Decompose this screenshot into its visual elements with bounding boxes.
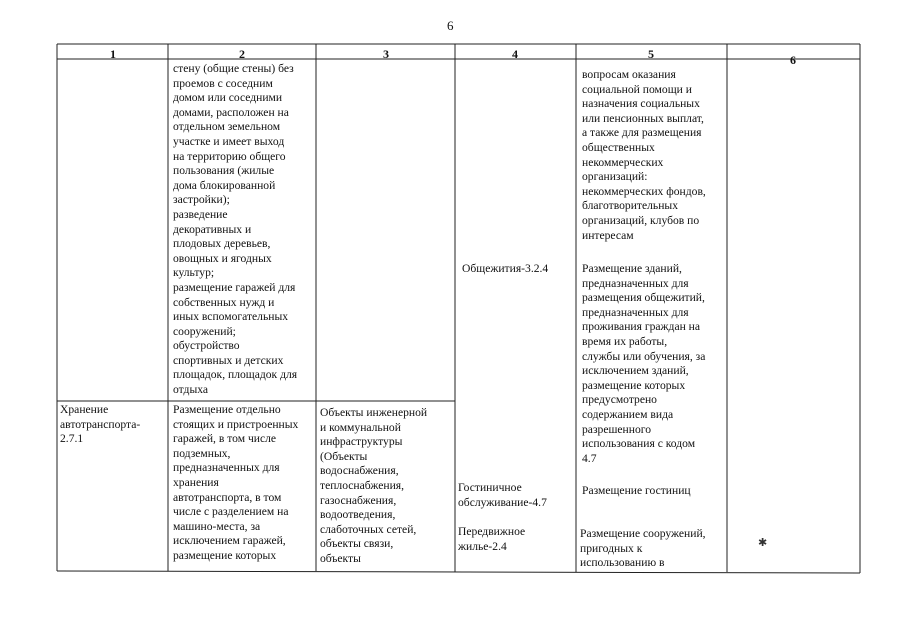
column-header-1: 1 [110, 47, 116, 61]
page-number: 6 [447, 18, 454, 33]
cell-col5-hotels: Размещение гостиниц [582, 484, 691, 497]
column-header-3: 3 [383, 47, 389, 61]
cell-col4-dormitories: Общежития-3.2.4 [462, 262, 549, 275]
cell-col2-bottom: Размещение отдельно стоящих и пристроенных гаражей, в том числе подземных, предназначенных для хранения автотранспорта, в том числе с разделением на машино-места, за исключением гаражей, размещение которых [173, 403, 299, 562]
cell-col5-social: вопросам оказания социальной помощи и назначения социальных или пенсионных выплат, а также для размещения общественных некоммерческих организаций: некоммерческих фондов, благотворительных организаций, клубов по интересам [582, 68, 706, 242]
cell-col1-bottom: Хранение автотранспорта- 2.7.1 [60, 403, 141, 446]
ink-mark: ✱ [758, 537, 768, 549]
cell-col4-hotel: Гостиничное обслуживание-4.7 [458, 481, 547, 509]
column-header-6: 6 [790, 53, 796, 67]
cell-col2-top: стену (общие стены) без проемов с соседним домом или соседними домами, расположен на отдельном земельном участке и имеет выход на территорию общего пользования (жилые дома блокированной застройки); разведение декоративных и плодовых деревьев, овощных и ягодных культур; размещение гаражей для собственных нужд и иных вспомогательных сооружений; обустройство спортивных и детских площадок, площадок для отдыха [173, 62, 298, 397]
column-header-2: 2 [239, 47, 245, 61]
cell-col5-structures: Размещение сооружений, пригодных к использованию в [580, 527, 706, 570]
column-header-5: 5 [648, 47, 654, 61]
cell-col5-dormitories: Размещение зданий, предназначенных для размещения общежитий, предназначенных для проживания граждан на время их работы, службы или обучения, за исключением зданий, размещение которых предусмотрено содержанием вида разрешенного использования с кодом 4.7 [582, 262, 706, 465]
cell-col3-bottom: Объекты инженерной и коммунальной инфраструктуры (Объекты водоснабжения, теплоснабжения, газоснабжения, водоотведения, слаботочных сетей, объекты связи, объекты [320, 406, 428, 565]
column-header-4: 4 [512, 47, 518, 61]
cell-col4-mobile-housing: Передвижное жилье-2.4 [458, 525, 526, 553]
